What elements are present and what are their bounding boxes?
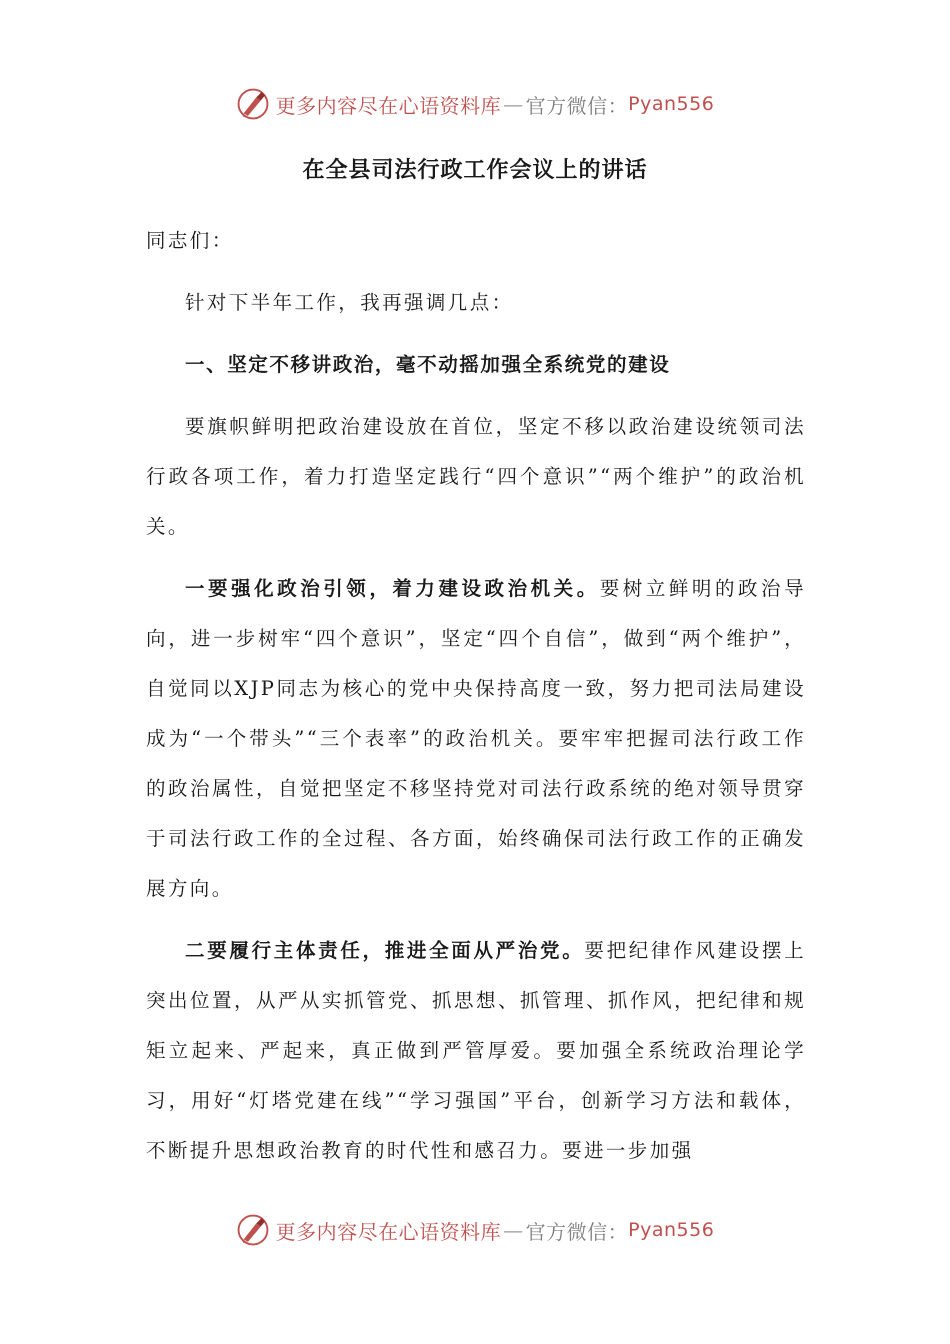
pen-nib-logo-icon (236, 87, 270, 121)
intro-paragraph: 针对下半年工作，我再强调几点： (185, 291, 514, 314)
pen-nib-logo-icon (236, 1213, 270, 1247)
document-title: 在全县司法行政工作会议上的讲话 (302, 157, 648, 183)
section-paragraph: 要旗帜鲜明把政治建设放在首位，坚定不移以政治建设统领司法行政各项工作，着力打造坚定践行“四个意识”“两个维护”的政治机关。 (146, 415, 806, 538)
point-one-lead: 一要强化政治引领，着力建设政治机关。 (185, 577, 600, 600)
point-one-body: 要树立鲜明的政治导向，进一步树牢“四个意识”，坚定“四个自信”，做到“两个维护”，自觉同以XJP同志为核心的党中央保持高度一致，努力把司法局建设成为“一个带头”“三个表率”的政治机关。要牢牢把握司法行政工作的政治属性，自觉把坚定不移坚持党对司法行政系统的绝对领导贯穿于司法行政工作的全过程、各方面，始终确保司法行政工作的正确发展方向。 (146, 577, 807, 900)
salutation: 同志们： (146, 229, 234, 252)
watermark-official-label: 官方微信： (525, 1219, 629, 1244)
point-one-paragraph (146, 564, 806, 914)
watermark-wechat-id: Pyan556 (628, 1219, 715, 1241)
footer-watermark (0, 1210, 950, 1250)
watermark-wechat-id: Pyan556 (628, 93, 715, 115)
document-body (146, 216, 806, 1188)
point-two-paragraph (146, 926, 806, 1176)
watermark-brand: 更多内容尽在心语资料库 (275, 1219, 502, 1244)
section-heading: 一、坚定不移讲政治，毫不动摇加强全系统党的建设 (185, 353, 671, 376)
watermark-official-label: 官方微信： (525, 93, 629, 118)
point-two-body: 要把纪律作风建设摆上突出位置，从严从实抓管党、抓思想、抓管理、抓作风，把纪律和规矩立起来、严起来，真正做到严管厚爱。要加强全系统政治理论学习，用好“灯塔党建在线”“学习强国”平台，创新学习方法和载体，不断提升思想政治教育的时代性和感召力。要进一步加强 (146, 939, 806, 1162)
point-two-lead: 二要履行主体责任，推进全面从严治党。 (185, 939, 585, 962)
watermark-dash: — (503, 92, 524, 116)
watermark-dash: — (503, 1218, 524, 1242)
watermark-brand: 更多内容尽在心语资料库 (275, 93, 502, 118)
header-watermark (0, 84, 950, 124)
